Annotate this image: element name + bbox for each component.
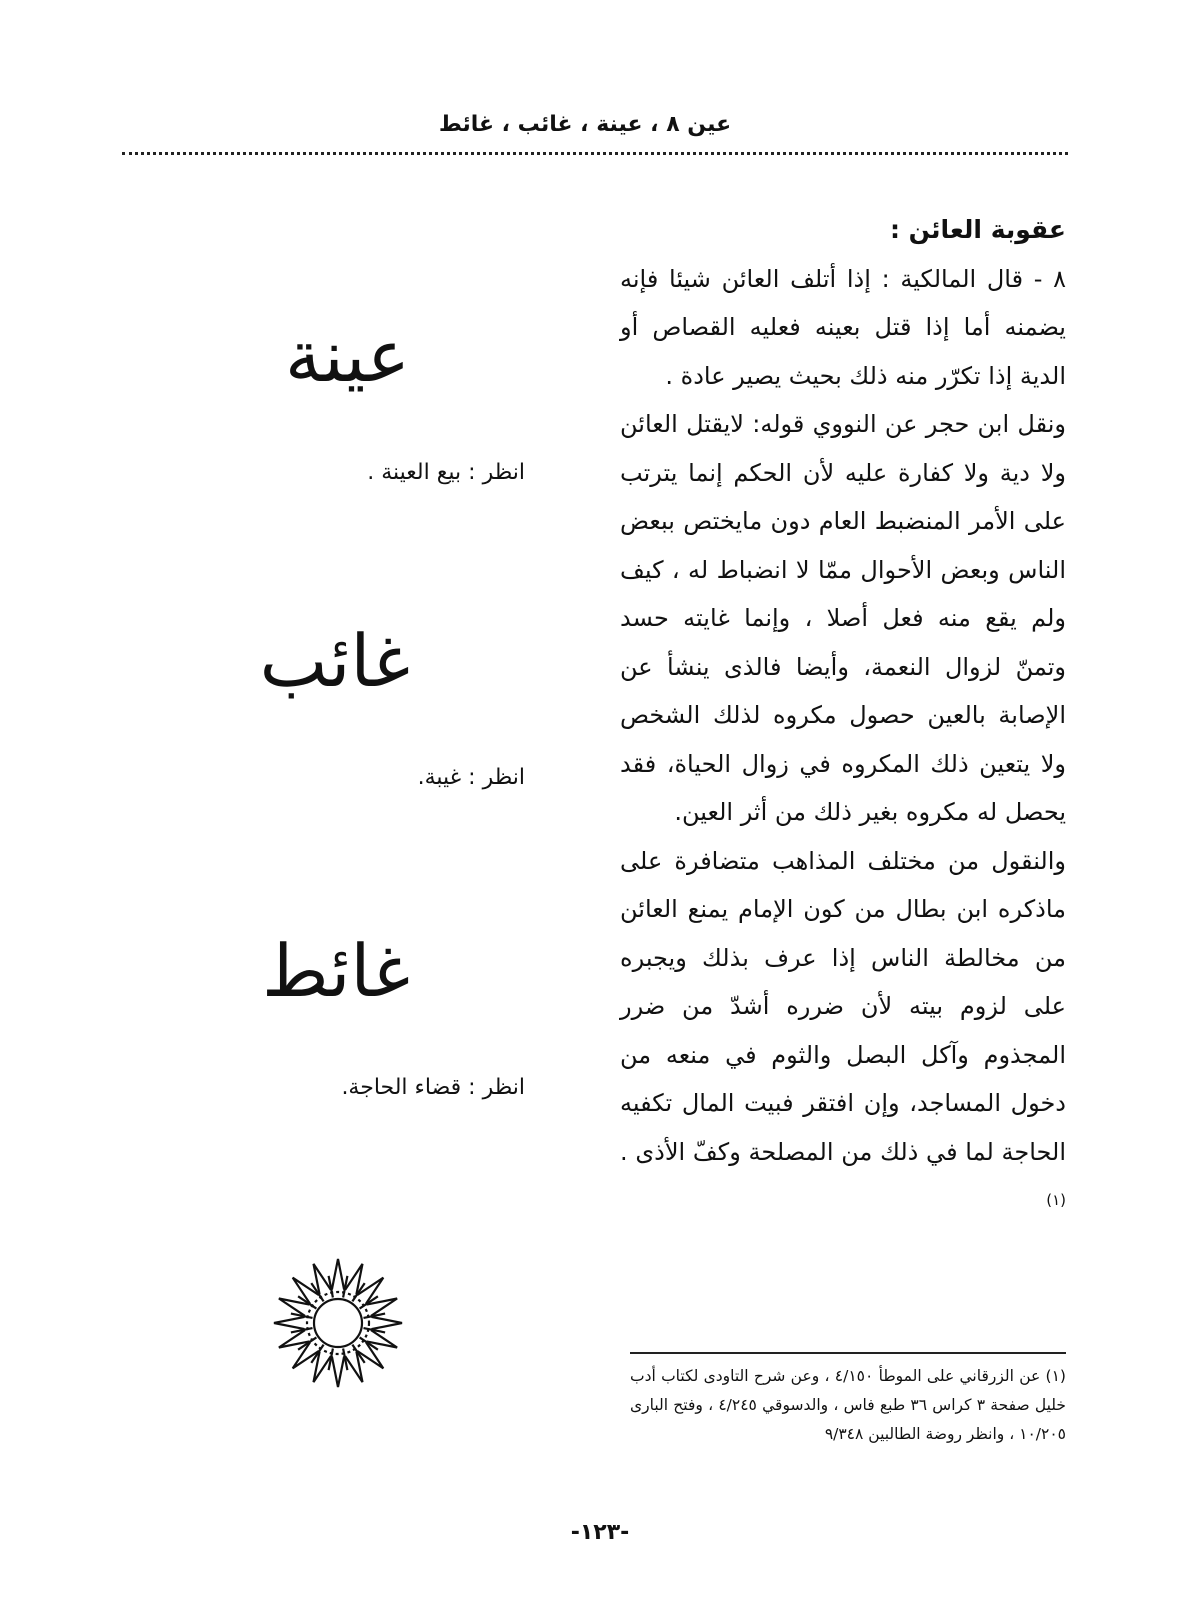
rosette-petal: [332, 1259, 344, 1290]
paragraph-1: ٨ - قال المالكية : إذا أتلف العائن شيئا فإنه يضمنه أما إذا قتل بعينه فعليه القصاص أو الدية إذا تكرّر منه ذلك بحيث يصير عادة .: [620, 264, 1066, 390]
main-text-column: [620, 206, 1066, 1231]
entry-ref-ayna: انظر : بيع العينة .: [367, 460, 525, 485]
entry-ref-ghaib: انظر : غيبة.: [417, 765, 525, 790]
section-heading: عقوبة العائن :: [889, 215, 1066, 244]
rosette-petal: [274, 1317, 305, 1329]
footnote-marker: (١): [1046, 1191, 1066, 1209]
rosette-petal: [293, 1342, 319, 1368]
rosette-petal: [293, 1278, 319, 1304]
entry-ref-ghait: انظر : قضاء الحاجة.: [341, 1075, 525, 1100]
paragraph-2: ونقل ابن حجر عن النووي قوله: لايقتل العائن ولا دية ولا كفارة عليه لأن الحكم إنما يترتب على الأمر المنضبط العام دون مايختص ببعض الناس وبعض الأحوال ممّا لا انضباط له ، كيف ولم يقع منه فعل أصلا ، وإنما غايته حسد وتمنّ لزوال النعمة، وأيضا فالذى ينشأ عن الإصابة بالعين حصول مكروه لذلك الشخص ولا يتعين ذلك المكروه في زوال الحياة، فقد يحصل له مكروه بغير ذلك من أثر العين.: [620, 410, 1066, 826]
entry-word-ghait: غائط: [262, 929, 410, 1013]
entry-word-ghaib: غائب: [259, 619, 410, 703]
star-rosette-icon: [270, 1255, 406, 1391]
rosette-petal: [332, 1357, 344, 1388]
running-header: عين ٨ ، عينة ، غائب ، غائط: [438, 112, 732, 137]
paragraph-3-text: والنقول من مختلف المذاهب متضافرة على ماذكره ابن بطال من كون الإمام يمنع العائن من مخالطة الناس إذا عرف بذلك ويجبره على لزوم بيته لأن ضرره أشدّ من ضرر المجذوم وآكل البصل والثوم في منعه من دخول المساجد، وإن افتقر فبيت المال تكفيه الحاجة لما في ذلك من المصلحة وكفّ الأذى .: [620, 846, 1066, 1166]
header-divider: [122, 152, 1068, 155]
paragraph-3: [620, 837, 1066, 1231]
rosette-petal: [357, 1278, 383, 1304]
rosette-petal: [372, 1317, 403, 1329]
entry-word-ayna: عينة: [284, 314, 410, 398]
rosette-petal: [357, 1342, 383, 1368]
footnote-divider: [630, 1352, 1066, 1354]
footnote: (١) عن الزرقاني على الموطأ ٤/١٥٠ ، وعن شرح التاودى لكتاب أدب خليل صفحة ٣ كراس ٣٦ طبع فاس ، والدسوقي ٤/٢٤٥ ، وفتح البارى ١٠/٢٠٥ ، وانظر روضة الطالبين ٩/٣٤٨: [630, 1367, 1066, 1443]
page-number: -١٢٣-: [570, 1520, 630, 1545]
